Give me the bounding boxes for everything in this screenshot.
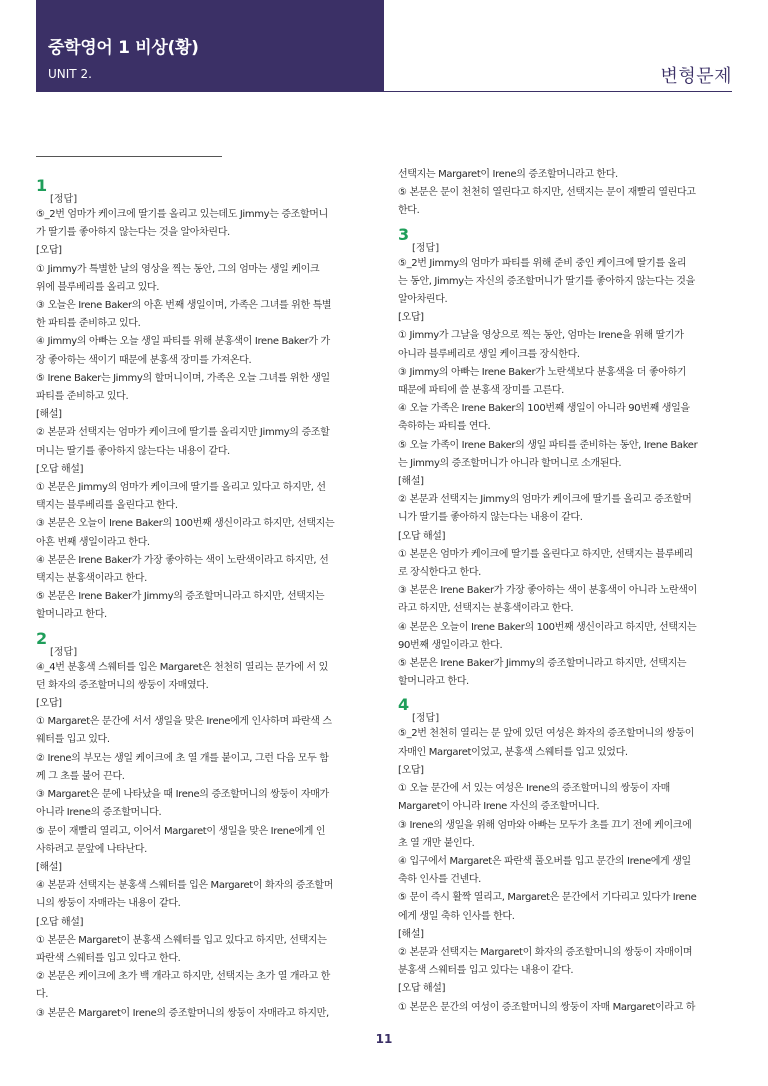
- text-line: ⑤ 본문은 Irene Baker가 Jimmy의 증조할머니라고 하지만, 선택지는: [36, 591, 325, 603]
- text-line: 는 동안, Jimmy는 자신의 증조할머니가 딸기를 좋아하지 않는다는 것을: [398, 275, 695, 287]
- text-line: ① 본문은 Jimmy의 엄마가 케이크에 딸기를 올리고 있다고 하지만, 선: [36, 482, 326, 494]
- question-header: [398, 225, 730, 255]
- header-title-box: [36, 0, 384, 92]
- section-divider: [36, 156, 222, 157]
- text-line: ⑤ 오늘 가족이 Irene Baker의 생일 파티를 준비하는 동안, Irene Baker: [398, 439, 698, 451]
- text-line: ⑤_2번 Jimmy의 엄마가 파티를 위해 준비 중인 케이크에 딸기를 올리: [398, 257, 687, 269]
- text-line: ② Irene의 부모는 생일 케이크에 초 열 개를 붙이고, 그런 다음 모두 함: [36, 752, 329, 764]
- text-line: 할머니라고 한다.: [36, 609, 107, 621]
- text-line: 때문에 파티에 쓸 분홍색 장미를 고른다.: [398, 385, 564, 397]
- text-line: ④ 본문과 선택지는 분홍색 스웨터를 입은 Margaret이 화자의 증조할머: [36, 880, 334, 892]
- answer-tag: [정답]: [50, 646, 78, 658]
- question-number: 4: [398, 695, 410, 715]
- text-line: [해설]: [36, 409, 62, 421]
- text-line: [해설]: [36, 861, 62, 873]
- question-header: [36, 176, 368, 206]
- text-line: ① 오늘 문간에 서 있는 여성은 Irene의 증조할머니의 쌍둥이 자매: [398, 783, 670, 795]
- text-line: ④ 본문은 Irene Baker가 가장 좋아하는 색이 노란색이라고 하지만, 선: [36, 554, 329, 566]
- header-rule: [384, 91, 732, 92]
- text-line: [오답 해설]: [36, 916, 84, 928]
- text-line: 다.: [36, 989, 49, 1001]
- text-line: ③ 본문은 오늘이 Irene Baker의 100번째 생신이라고 하지만, 선택지는: [36, 518, 335, 530]
- text-line: ③ 본문은 Margaret이 Irene의 증조할머니의 쌍둥이 자매라고 하지만,: [36, 1007, 329, 1019]
- document-kind-label: 변형문제: [660, 66, 732, 87]
- text-line: [오답]: [398, 764, 424, 776]
- question-number: 2: [36, 628, 48, 648]
- text-line: 위에 블루베리를 올리고 있다.: [36, 281, 160, 293]
- text-line: 축하하는 파티를 연다.: [398, 421, 491, 433]
- text-line: ① 본문은 문간의 여성이 증조할머니의 쌍둥이 자매 Margaret이라고 하: [398, 1001, 696, 1013]
- text-line: 로 장식한다고 한다.: [398, 567, 481, 579]
- text-line: 분홍색 스웨터를 입고 있다는 내용이 같다.: [398, 965, 574, 977]
- text-line: [오답 해설]: [398, 983, 446, 995]
- page-number: 11: [375, 1032, 393, 1046]
- text-line: ① 본문은 Margaret이 분홍색 스웨터를 입고 있다고 하지만, 선택지는: [36, 934, 327, 946]
- text-line: ③ 오늘은 Irene Baker의 아흔 번째 생일이며, 가족은 그녀를 위한 특별: [36, 300, 332, 312]
- answer-tag: [정답]: [412, 242, 440, 254]
- text-line: ⑤ Irene Baker는 Jimmy의 할머니이며, 가족은 오늘 그녀를 위한 생일: [36, 372, 330, 384]
- text-line: ⑤_2번 천천히 열리는 문 앞에 있던 여성은 화자의 증조할머니의 쌍둥이: [398, 728, 695, 740]
- text-line: 알아차린다.: [398, 294, 448, 306]
- text-line: ① Margaret은 문간에 서서 생일을 맞은 Irene에게 인사하며 파란색 스: [36, 716, 332, 728]
- text-line: 던 화자의 증조할머니의 쌍둥이 자매였다.: [36, 679, 209, 691]
- text-line: [오답 해설]: [36, 463, 84, 475]
- left-column: [36, 172, 368, 1023]
- text-line: 파란색 스웨터를 입고 있다고 한다.: [36, 952, 181, 964]
- text-line: ② 본문과 선택지는 Jimmy의 엄마가 케이크에 딸기를 올리고 증조할머: [398, 494, 692, 506]
- text-line: [오답]: [36, 698, 62, 710]
- text-line: 아니라 블루베리로 생일 케이크를 장식한다.: [398, 348, 580, 360]
- text-line: Margaret이 아니라 Irene 자신의 증조할머니다.: [398, 801, 600, 813]
- text-line: [오답]: [36, 245, 62, 257]
- text-line: 사하려고 문앞에 나타난다.: [36, 843, 147, 855]
- text-line: ④ 오늘 가족은 Irene Baker의 100번째 생일이 아니라 90번째 생일을: [398, 403, 690, 415]
- question-header: [398, 695, 730, 725]
- text-line: 한다.: [398, 205, 420, 217]
- text-line: 께 그 초를 불어 끈다.: [36, 770, 125, 782]
- text-line: 90번째 생일이라고 한다.: [398, 639, 503, 651]
- text-line: ⑤_2번 엄마가 케이크에 딸기를 올리고 있는데도 Jimmy는 증조할머니: [36, 209, 328, 220]
- text-line: 라고 하지만, 선택지는 분홍색이라고 한다.: [398, 603, 574, 615]
- text-line: ③ Margaret은 문에 나타났을 때 Irene의 증조할머니의 쌍둥이 자매가: [36, 789, 329, 801]
- question-number: 3: [398, 224, 410, 244]
- text-line: 니가 딸기를 좋아하지 않는다는 내용이 같다.: [398, 512, 583, 524]
- text-line: ⑤ 본문은 문이 천천히 열린다고 하지만, 선택지는 문이 재빨리 열린다고: [398, 187, 696, 199]
- text-line: ① Jimmy가 특별한 날의 영상을 찍는 동안, 그의 엄마는 생일 케이크: [36, 263, 320, 275]
- text-line: ⑤ 문이 재빨리 열리고, 이어서 Margaret이 생일을 맞은 Irene에게 인: [36, 825, 326, 837]
- text-line: ④ Jimmy의 아빠는 오늘 생일 파티를 위해 분홍색이 Irene Baker가 가: [36, 336, 330, 348]
- text-line: 할머니라고 한다.: [398, 676, 469, 688]
- question-number: 1: [36, 176, 48, 195]
- text-line: ④ 입구에서 Margaret은 파란색 풀오버를 입고 문간의 Irene에게 생일: [398, 855, 691, 867]
- text-line: ④_4번 분홍색 스웨터를 입은 Margaret은 천천히 열리는 문가에 서 있: [36, 661, 328, 673]
- text-line: 니의 쌍둥이 자매라는 내용이 같다.: [36, 898, 181, 910]
- text-line: ② 본문은 케이크에 초가 백 개라고 하지만, 선택지는 초가 열 개라고 한: [36, 971, 330, 983]
- text-line: 택지는 블루베리를 올린다고 한다.: [36, 500, 178, 512]
- text-line: 장 좋아하는 색이기 때문에 분홍색 장미를 가져온다.: [36, 354, 252, 366]
- text-line: ④ 본문은 오늘이 Irene Baker의 100번째 생신이라고 하지만, 선택지는: [398, 621, 697, 633]
- answer-tag: [정답]: [50, 194, 78, 205]
- text-line: 택지는 분홍색이라고 한다.: [36, 573, 147, 585]
- text-line: 선택지는 Margaret이 Irene의 증조할머니라고 한다.: [398, 169, 618, 180]
- text-line: 는 Jimmy의 증조할머니가 아니라 할머니로 소개된다.: [398, 457, 622, 469]
- text-line: ② 본문과 선택지는 Margaret이 화자의 증조할머니의 쌍둥이 자매이며: [398, 946, 693, 958]
- text-line: 가 딸기를 좋아하지 않는다는 것을 알아차린다.: [36, 227, 230, 239]
- text-line: 한 파티를 준비하고 있다.: [36, 318, 141, 330]
- text-line: ② 본문과 선택지는 엄마가 케이크에 딸기를 올리지만 Jimmy의 증조할: [36, 427, 330, 439]
- text-line: ⑤ 본문은 Irene Baker가 Jimmy의 증조할머니라고 하지만, 선택지는: [398, 658, 687, 670]
- text-line: ① Jimmy가 그날을 영상으로 찍는 동안, 엄마는 Irene을 위해 딸기가: [398, 330, 684, 342]
- text-line: [오답]: [398, 312, 424, 324]
- text-line: ③ Jimmy의 아빠는 Irene Baker가 노란색보다 분홍색을 더 좋아하기: [398, 366, 687, 378]
- answer-tag: [정답]: [412, 713, 440, 725]
- text-line: 머니는 딸기를 좋아하지 않는다는 내용이 같다.: [36, 445, 230, 457]
- text-line: ⑤ 문이 즉시 활짝 열리고, Margaret은 문간에서 기다리고 있다가 Irene: [398, 892, 697, 904]
- text-line: 자매인 Margaret이었고, 분홍색 스웨터를 입고 있었다.: [398, 746, 628, 758]
- text-line: 에게 생일 축하 인사를 한다.: [398, 910, 515, 922]
- unit-label: UNIT 2.: [48, 67, 92, 81]
- text-line: 축하 인사를 건넨다.: [398, 874, 481, 886]
- text-line: [오답 해설]: [398, 530, 446, 542]
- text-line: 아흔 번째 생일이라고 한다.: [36, 536, 150, 548]
- text-line: ③ Irene의 생일을 위해 엄마와 아빠는 모두가 초를 끄기 전에 케이크에: [398, 819, 692, 831]
- text-line: 웨터를 입고 있다.: [36, 734, 110, 746]
- question-header: [36, 629, 368, 659]
- text-line: 파티를 준비하고 있다.: [36, 391, 129, 403]
- book-title: 중학영어 1 비상(황): [48, 38, 199, 58]
- text-line: 초 열 개만 붙인다.: [398, 837, 475, 849]
- text-line: ① 본문은 엄마가 케이크에 딸기를 올린다고 하지만, 선택지는 블루베리: [398, 548, 693, 560]
- right-column: [398, 166, 730, 1017]
- text-line: 아니라 Irene의 증조할머니다.: [36, 807, 162, 819]
- text-line: [해설]: [398, 476, 424, 488]
- text-line: ③ 본문은 Irene Baker가 가장 좋아하는 색이 분홍색이 아니라 노란색이: [398, 585, 697, 597]
- text-line: [해설]: [398, 928, 424, 940]
